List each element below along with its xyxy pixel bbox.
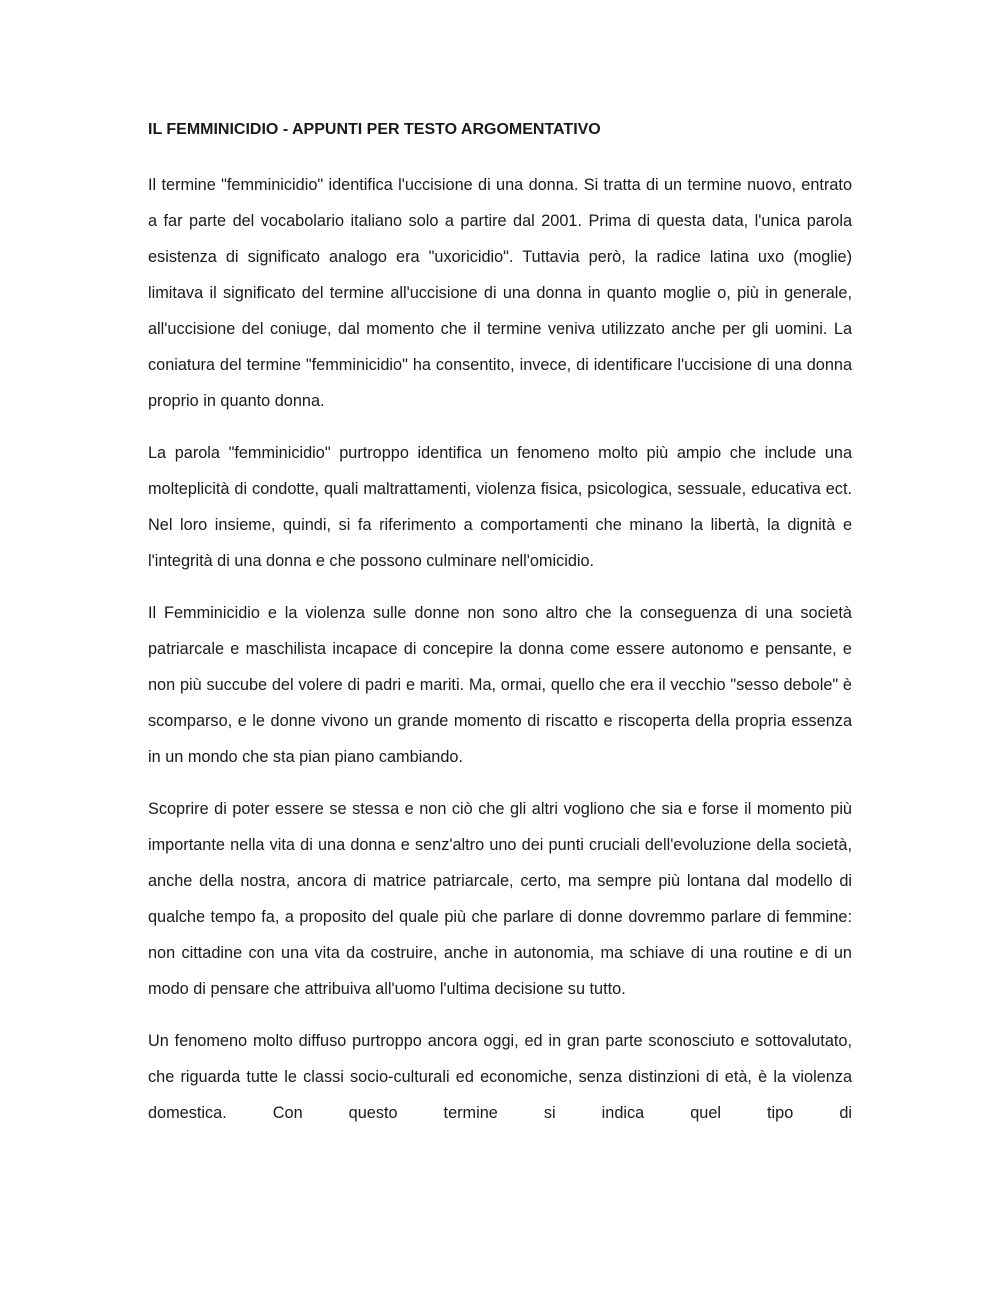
paragraph-definition: Il termine "femminicidio" identifica l'uccisione di una donna. Si tratta di un termine nuovo, entrato a far parte del vocabolario italiano solo a partire dal 2001. Prima di questa data, l'unica parola esistenza di significato analogo era "uxoricidio". Tuttavia però, la radice latina uxo (moglie) limitava il significato del termine all'uccisione di una donna in quanto moglie o, più in generale, all'uccisione del coniuge, dal momento che il termine veniva utilizzato anche per gli uomini. La coniatura del termine "femminicidio" ha consentito, invece, di identificare l'uccisione di una donna proprio in quanto donna.	[148, 176, 852, 410]
paragraph-domestic-violence: Un fenomeno molto diffuso purtroppo ancora oggi, ed in gran parte sconosciuto e sottovalutato, che riguarda tutte le classi socio-culturali ed economiche, senza distinzioni di età, è la violenza domestica. Con questo termine si indica quel tipo di	[148, 1032, 852, 1122]
document-title: IL FEMMINICIDIO - APPUNTI PER TESTO ARGOMENTATIVO	[148, 121, 601, 138]
paragraph-scope: La parola "femminicidio" purtroppo identifica un fenomeno molto più ampio che include una molteplicità di condotte, quali maltrattamenti, violenza fisica, psicologica, sessuale, educativa ect. Nel loro insieme, quindi, si fa riferimento a comportamenti che minano la libertà, la dignità e l'integrità di una donna e che possono culminare nell'omicidio.	[148, 444, 852, 570]
paragraph-self-discovery: Scoprire di poter essere se stessa e non ciò che gli altri vogliono che sia e forse il momento più importante nella vita di una donna e senz'altro uno dei punti cruciali dell'evoluzione della società, anche della nostra, ancora di matrice patriarcale, certo, ma sempre più lontana dal modello di qualche tempo fa, a proposito del quale più che parlare di donne dovremmo parlare di femmine: non cittadine con una vita da costruire, anche in autonomia, ma schiave di una routine e di un modo di pensare che attribuiva all'uomo l'ultima decisione su tutto.	[148, 800, 852, 998]
paragraph-society: Il Femminicidio e la violenza sulle donne non sono altro che la conseguenza di una società patriarcale e maschilista incapace di concepire la donna come essere autonomo e pensante, e non più succube del volere di padri e mariti. Ma, ormai, quello che era il vecchio "sesso debole" è scomparso, e le donne vivono un grande momento di riscatto e riscoperta della propria essenza in un mondo che sta pian piano cambiando.	[148, 604, 852, 766]
document-page	[148, 112, 852, 1131]
